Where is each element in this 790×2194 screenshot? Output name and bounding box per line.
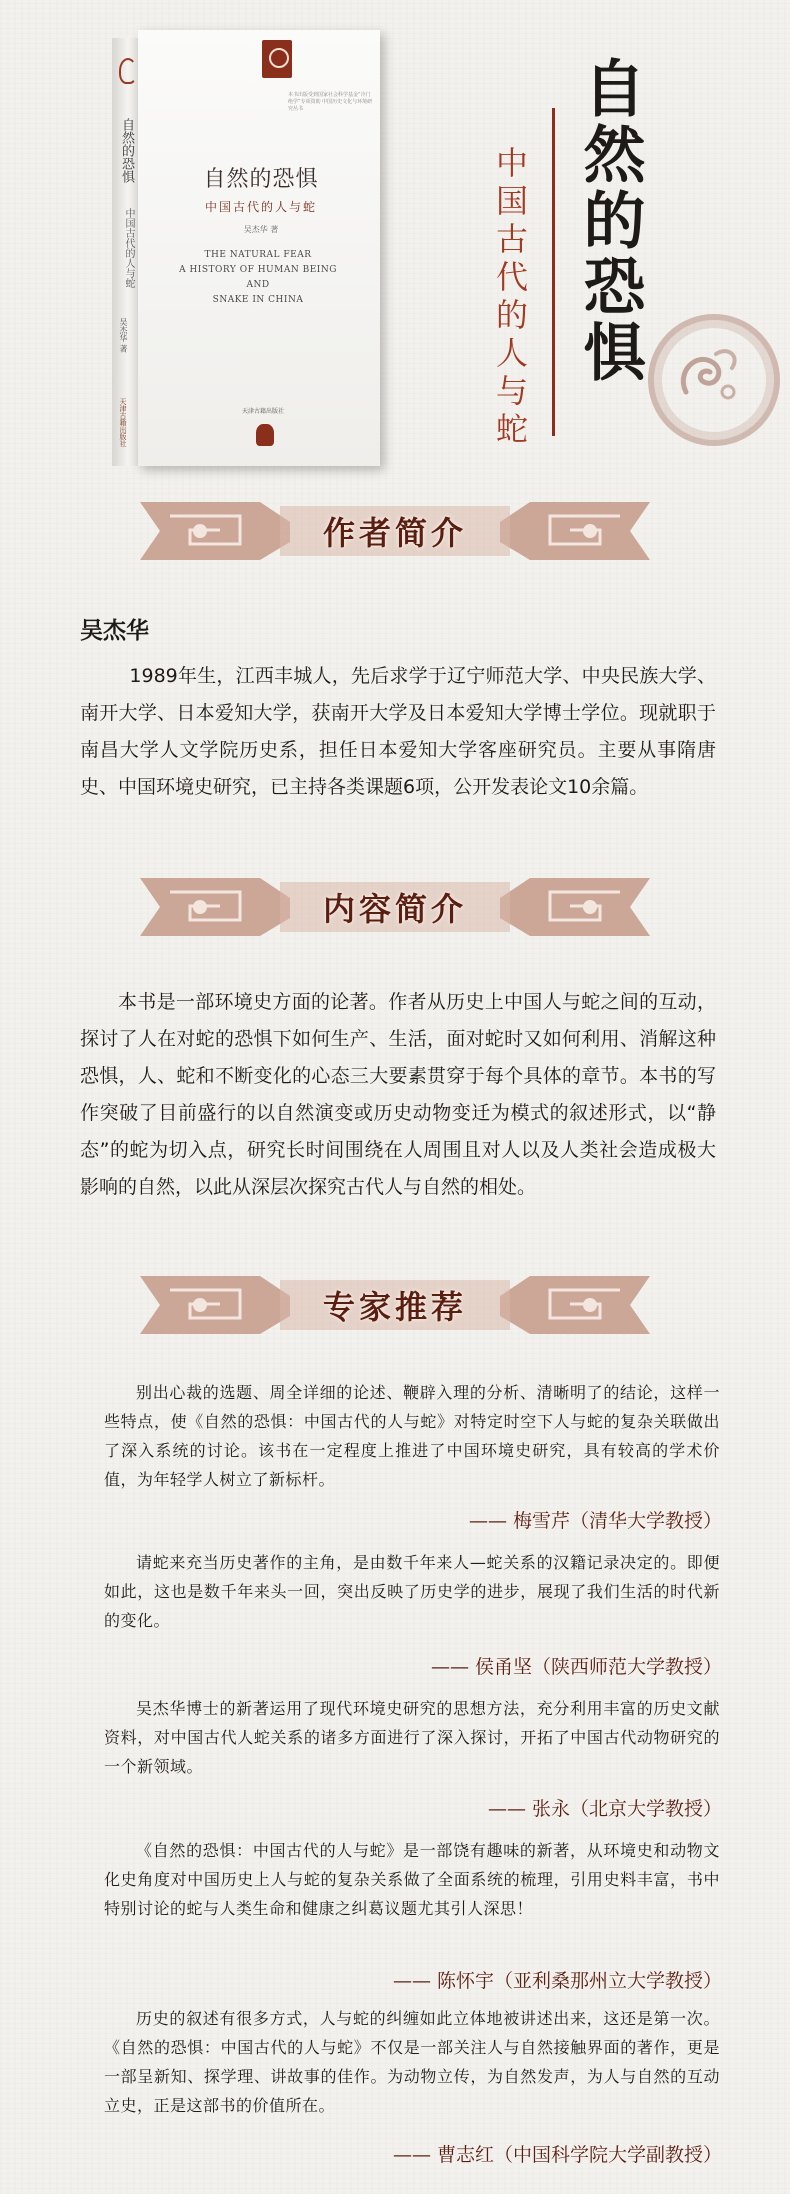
- cover-publisher: 天津古籍出版社: [241, 408, 284, 415]
- section-heading-recommend: 专家推荐: [322, 1288, 467, 1326]
- main-title: 自然的恐惧: [573, 56, 646, 386]
- spine-title: 自然的恐惧: [119, 118, 134, 183]
- recommendation-text: 历史的叙述有很多方式，人与蛇的纠缠如此立体地被讲述出来，这还是第一次。《自然的恐惧：中国古代的人与蛇》不仅是一部关注人与自然接触界面的著作，更是一部呈新知、探学理、讲故事的佳作。为动物立传，为自然发声，为人与自然的互动立史，正是这部书的价值所在。: [104, 2009, 720, 2115]
- recommendation-signature: —— 陈怀宇（亚利桑那州立大学教授）: [392, 1970, 722, 1992]
- section-banner-content: [140, 858, 650, 956]
- content-summary: 本书是一部环境史方面的论著。作者从历史上中国人与蛇之间的互动，探讨了人在对蛇的恐惧下如何生产、生活，面对蛇时又如何利用、消解这种恐惧，人、蛇和不断变化的心态三大要素贯穿于每个具体的章节。本书的写作突破了目前盛行的以自然演变或历史动物变迁为模式的叙述形式，以“静态”的蛇为切入点，研究长时间围绕在人周围且对人以及人类社会造成极大影响的自然，以此从深层次探究古代人与自然的相处。: [80, 991, 716, 1198]
- section-heading-content: 内容简介: [322, 890, 467, 928]
- cover-english-line: A HISTORY OF HUMAN BEING: [179, 265, 337, 275]
- author-name: 吴杰华: [80, 618, 149, 644]
- recommendation-text: 《自然的恐惧：中国古代的人与蛇》是一部饶有趣味的新著，从环境史和动物文化史角度对中国历史上人与蛇的复杂关系做了全面系统的梳理，引用史料丰富，书中特别讨论的蛇与人类生命和健康之纠葛议题尤其引人深思！: [104, 1841, 720, 1918]
- book-spine: [112, 38, 139, 466]
- book-cover: [112, 30, 380, 466]
- cover-english-line: AND: [246, 280, 270, 290]
- cover-subtitle: 中国古代的人与蛇: [204, 200, 317, 214]
- cover-english-line: SNAKE IN CHINA: [212, 295, 304, 305]
- cover-title: 自然的恐惧: [203, 167, 319, 192]
- book-front: [138, 30, 380, 466]
- cover-seal-icon: [262, 40, 292, 78]
- title-divider: [552, 108, 555, 436]
- recommendation-signature: —— 侯甬坚（陕西师范大学教授）: [430, 1656, 722, 1678]
- recommendation-text: 请蛇来充当历史著作的主角，是由数千年来人—蛇关系的汉籍记录决定的。即便如此，这也是数千年来头一回，突出反映了历史学的进步，展现了我们生活的时代新的变化。: [104, 1553, 720, 1630]
- recommendation-signature: —— 曹志红（中国科学院大学副教授）: [392, 2144, 722, 2166]
- cover-notes: 本书出版受到国家社会科学基金“冷门绝学”专项资助 中国历史文化与环境研究丛书: [288, 92, 373, 112]
- section-heading-author: 作者简介: [322, 514, 467, 552]
- recommendation-text: 别出心裁的选题、周全详细的论述、鞭辟入理的分析、清晰明了的结论，这样一些特点，使《自然的恐惧：中国古代的人与蛇》对特定时空下人与蛇的复杂关联做出了深入系统的讨论。该书在一定程度上推进了中国环境史研究，具有较高的学术价值，为年轻学人树立了新标杆。: [104, 1383, 720, 1489]
- recommendation-signature: —— 梅雪芹（清华大学教授）: [468, 1510, 722, 1532]
- spine-publisher: 天津古籍出版社: [119, 398, 127, 447]
- cover-author: 吴杰华 著: [243, 225, 279, 234]
- sub-title: 中国古代的人与蛇: [491, 146, 529, 450]
- spine-subtitle: 中国古代的人与蛇: [123, 208, 134, 288]
- spine-author: 吴杰华 著: [119, 318, 128, 353]
- recommendation-signature: —— 张永（北京大学教授）: [487, 1798, 722, 1820]
- cover-english-line: THE NATURAL FEAR: [204, 250, 312, 260]
- publisher-logo-icon: [256, 424, 274, 446]
- author-bio: 1989年生，江西丰城人，先后求学于辽宁师范大学、中央民族大学、南开大学、日本爱知大学，获南开大学及日本爱知大学博士学位。现就职于南昌大学人文学院历史系，担任日本爱知大学客座研究员。主要从事隋唐史、中国环境史研究，已主持各类课题6项，公开发表论文10余篇。: [80, 665, 716, 798]
- snake-seal-icon: [648, 314, 780, 446]
- section-banner-author: [140, 482, 650, 580]
- cover-english-title: [178, 248, 338, 308]
- snake-emblem-icon: [119, 58, 137, 84]
- section-banner-recommend: [140, 1256, 650, 1354]
- recommendation-text: 吴杰华博士的新著运用了现代环境史研究的思想方法，充分利用丰富的历史文献资料，对中国古代人蛇关系的诸多方面进行了深入探讨，开拓了中国古代动物研究的一个新领域。: [104, 1699, 720, 1776]
